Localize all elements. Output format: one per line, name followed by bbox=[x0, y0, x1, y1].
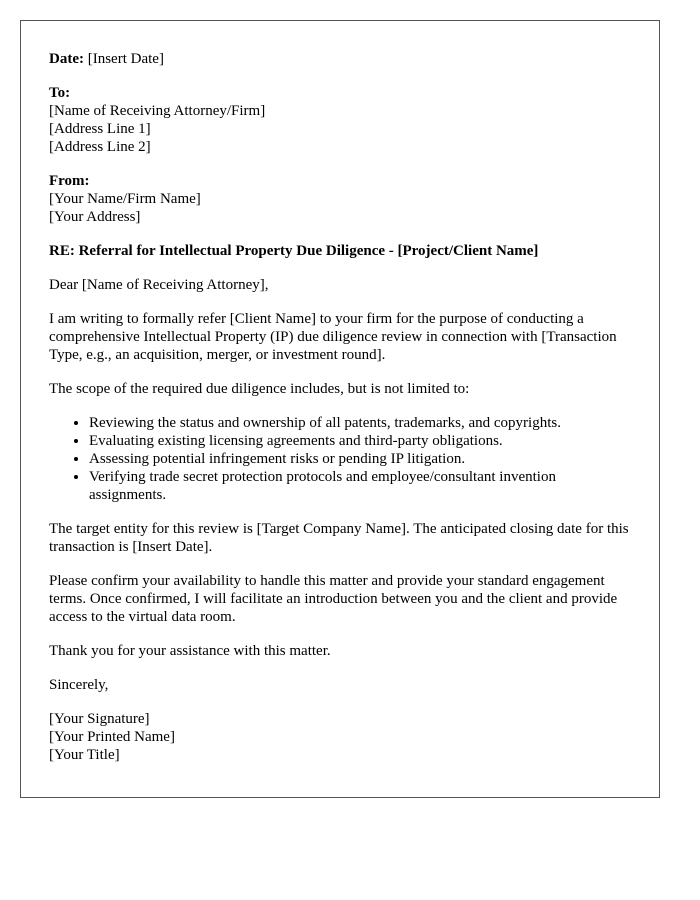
recipient-address-line-2: [Address Line 2] bbox=[49, 139, 151, 155]
thanks-paragraph: Thank you for your assistance with this matter. bbox=[49, 643, 331, 659]
scope-list bbox=[49, 414, 631, 504]
sender-name: [Your Name/Firm Name] bbox=[49, 191, 201, 207]
scope-list-item: • Reviewing the status and ownership of all patents, trademarks, and copyrights. bbox=[89, 414, 631, 432]
title-line: [Your Title] bbox=[49, 747, 120, 763]
recipient-block bbox=[49, 84, 631, 156]
date-line bbox=[49, 50, 631, 68]
from-label: From: bbox=[49, 173, 90, 189]
scope-list-item: • Evaluating existing licensing agreements and third-party obligations. bbox=[89, 432, 631, 450]
scope-list-item: • Assessing potential infringement risks or pending IP litigation. bbox=[89, 450, 631, 468]
date-label: Date: bbox=[49, 51, 84, 67]
printed-name-line: [Your Printed Name] bbox=[49, 729, 175, 745]
salutation: Dear [Name of Receiving Attorney], bbox=[49, 277, 269, 293]
sender-block bbox=[49, 172, 631, 226]
scope-paragraph: The scope of the required due diligence includes, but is not limited to: bbox=[49, 381, 470, 397]
recipient-name: [Name of Receiving Attorney/Firm] bbox=[49, 103, 266, 119]
letter-document bbox=[20, 20, 660, 798]
signature-line: [Your Signature] bbox=[49, 711, 150, 727]
recipient-address-line-1: [Address Line 1] bbox=[49, 121, 151, 137]
subject-line: RE: Referral for Intellectual Property Due Diligence - [Project/Client Name] bbox=[49, 243, 539, 259]
sender-address: [Your Address] bbox=[49, 209, 141, 225]
target-paragraph: The target entity for this review is [Target Company Name]. The anticipated closing date for this transaction is [Insert Date]. bbox=[49, 521, 629, 555]
signature-block bbox=[49, 710, 631, 764]
confirm-paragraph: Please confirm your availability to handle this matter and provide your standard engagement terms. Once confirmed, I will facilitate an introduction between you and the client and provide access to the virtual data room. bbox=[49, 573, 618, 625]
to-label: To: bbox=[49, 85, 71, 101]
scope-list-item: • Verifying trade secret protection protocols and employee/consultant invention assignments. bbox=[89, 468, 631, 504]
intro-paragraph: I am writing to formally refer [Client Name] to your firm for the purpose of conducting a comprehensive Intellectual Property (IP) due diligence review in connection with [Transaction Type, e.g., an acquisition, merger, or investment round]. bbox=[49, 311, 617, 363]
closing: Sincerely, bbox=[49, 677, 109, 693]
date-value: [Insert Date] bbox=[87, 51, 164, 67]
